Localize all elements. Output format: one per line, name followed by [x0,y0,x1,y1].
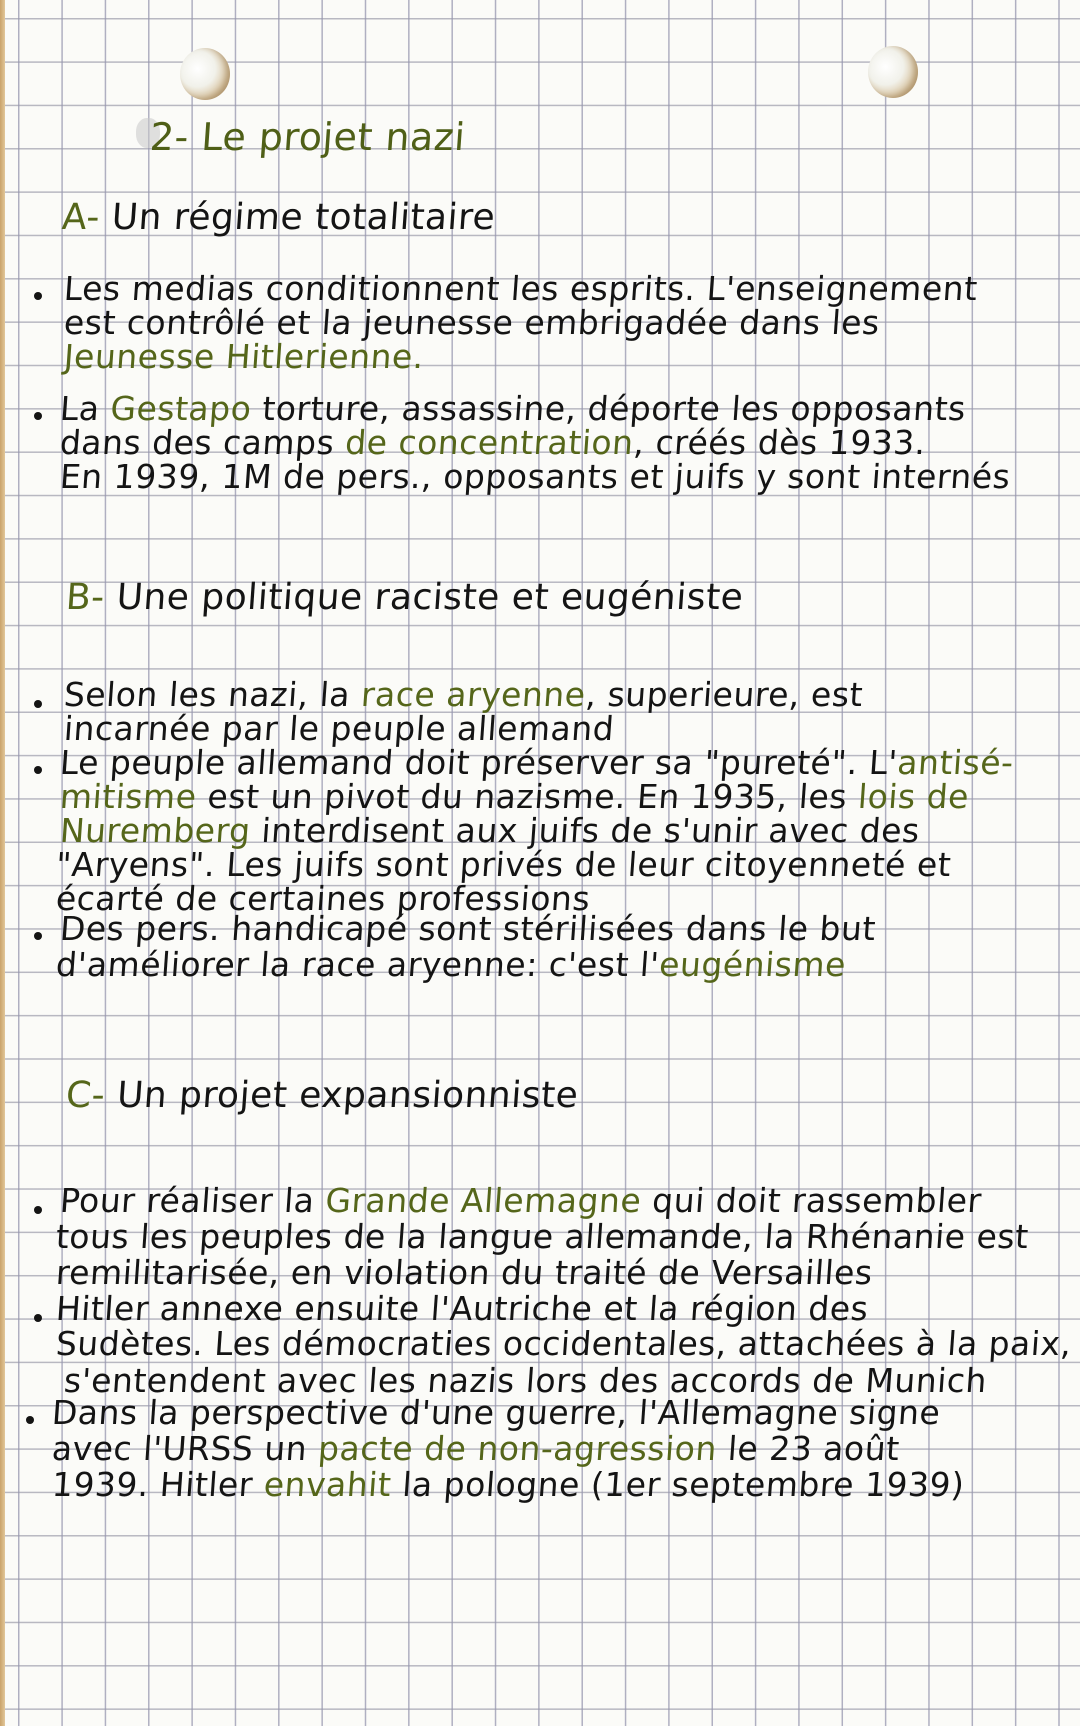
notebook-margin-edge [0,0,5,1726]
note-line: est contrôlé et la jeunesse embrigadée dans les [62,303,882,342]
bullet-icon [34,412,42,420]
text-span: dans des camps [58,423,336,462]
note-line [58,743,1016,782]
section-letter: A- [60,197,102,238]
note-line: incarnée par le peuple allemand [62,709,616,748]
text-span: Selon les nazi, la [62,675,352,714]
text-span: le 23 août [726,1429,902,1468]
note-line [58,389,968,428]
section-b-heading [64,577,745,618]
binder-hole-right [868,46,918,98]
text-span: qui doit rassembler [650,1181,984,1220]
highlight-gestapo: Gestapo [109,389,253,428]
note-line: "Aryens". Les juifs sont privés de leur citoyenneté et [54,845,953,884]
section-c-heading [64,1075,580,1116]
note-line: En 1939, 1M de pers., opposants et juifs y sont internés [58,457,1012,496]
text-span: d'améliorer la race aryenne: c'est l' [54,945,661,984]
highlight-grande-allemagne: Grande Allemagne [324,1181,643,1220]
text-span: interdisent aux juifs de s'unir avec des [260,811,922,850]
text-span: la pologne (1er septembre 1939) [401,1465,966,1504]
text-span: Le peuple allemand doit préserver sa "pureté". L' [58,743,899,782]
section-heading-text: Un projet expansionniste [115,1075,580,1116]
bullet-icon [34,700,42,708]
binder-hole-left [180,48,230,100]
note-line [58,1181,984,1220]
bullet-icon [26,1416,34,1424]
title-number: 2- [148,115,191,159]
bullet-icon [34,932,42,940]
note-line: remilitarisée, en violation du traité de Versailles [54,1253,875,1292]
highlight-antisemitisme: mitisme [58,777,198,816]
text-span: 1939. Hitler [50,1465,255,1504]
bullet-icon [34,1206,42,1214]
note-line: Hitler annexe ensuite l'Autriche et la région des [54,1289,870,1328]
highlight-lois-nuremberg: lois de [856,777,971,816]
note-line [58,777,971,816]
note-line: Sudètes. Les démocraties occidentales, attachées à la paix, [54,1324,1073,1363]
title-text: Le projet nazi [199,115,467,159]
note-line: Dans la perspective d'une guerre, l'Allemagne signe [50,1393,942,1432]
text-span: Pour réaliser la [58,1181,316,1220]
note-line: s'entendent avec les nazis lors des accords de Munich [62,1361,989,1400]
highlight-antisemitisme: antisé- [896,743,1016,782]
note-line: Les medias conditionnent les esprits. L'enseignement [62,269,980,308]
text-span: avec l'URSS un [50,1429,309,1468]
section-heading-text: Une politique raciste et eugéniste [115,577,745,618]
highlight-lois-nuremberg: Nuremberg [58,811,252,850]
note-line [54,945,848,984]
note-line [58,811,922,850]
text-span: , superieure, est [584,675,865,714]
bullet-icon [34,766,42,774]
bullet-icon [34,292,42,300]
highlight-race-aryenne: race aryenne [359,675,588,714]
text-span: est un pivot du nazisme. En 1935, les [206,777,849,816]
section-letter: C- [64,1075,107,1116]
highlight-concentration: de concentration [343,423,636,462]
highlight-envahit: envahit [262,1465,393,1504]
note-line [50,1429,902,1468]
note-line: écarté de certaines professions [54,879,592,918]
note-line: tous les peuples de la langue allemande, la Rhénanie est [54,1217,1030,1256]
section-a-heading [60,197,497,238]
section-heading-text: Un régime totalitaire [110,197,497,238]
page-title [148,115,467,159]
note-line [62,675,865,714]
text-span: La [58,389,101,428]
bullet-icon [34,1314,42,1322]
note-line [58,423,928,462]
note-line-highlight: Jeunesse Hitlerienne. [62,337,426,376]
text-span: torture, assassine, déporte les opposants [261,389,968,428]
note-line [50,1465,966,1504]
section-letter: B- [64,577,107,618]
highlight-pacte: pacte de non-agression [316,1429,719,1468]
note-line: Des pers. handicapé sont stérilisées dans le but [58,909,878,948]
highlight-eugenisme: eugénisme [657,945,848,984]
text-span: , créés dès 1933. [632,423,928,462]
